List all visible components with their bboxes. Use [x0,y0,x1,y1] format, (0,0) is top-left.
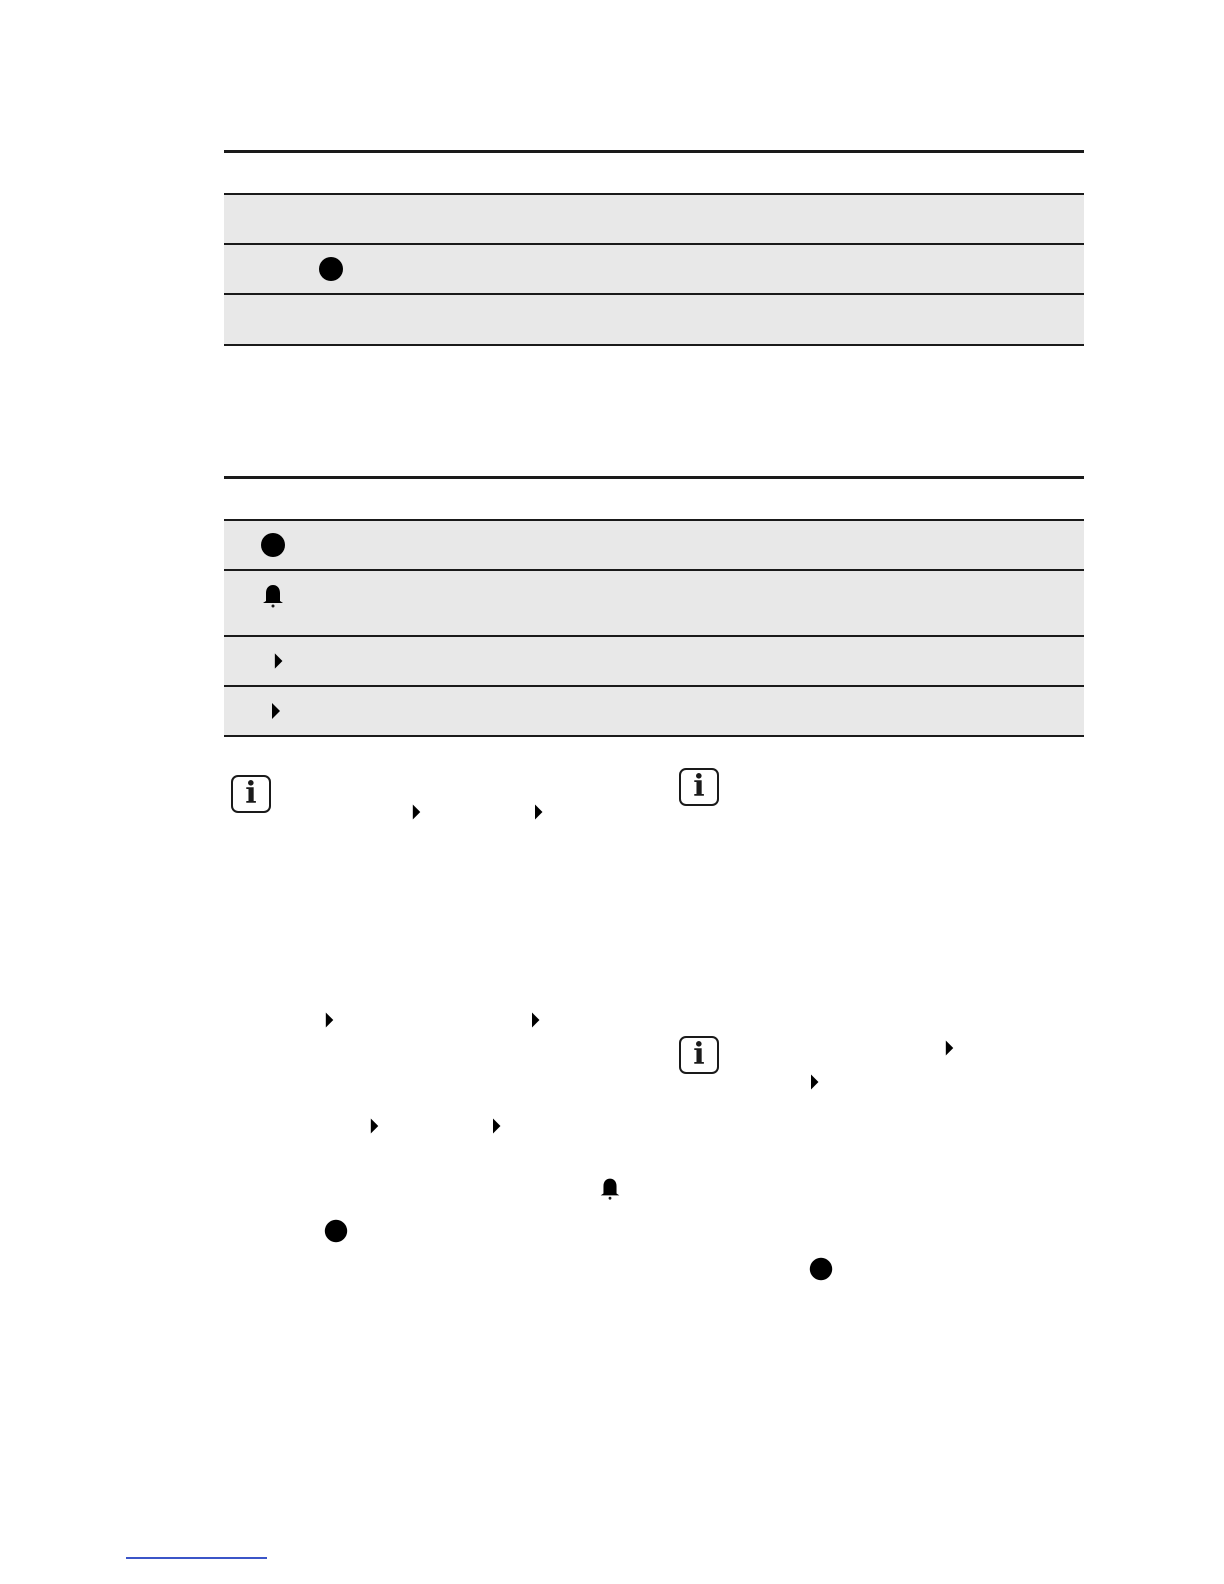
bell-icon [596,1172,624,1202]
end-time-arrow-icon [518,798,552,826]
info-icon: i [679,768,719,806]
table-row [224,295,1084,346]
table-header [224,150,1084,195]
table-row [224,521,1084,571]
end-time-arrow-icon [515,1006,549,1034]
clock-functions-table [224,476,1084,737]
clock-dial-icon [322,1217,350,1245]
clock-dial-icon [807,1255,835,1283]
minus-icon [316,204,346,234]
duration-arrow-icon [304,1006,342,1034]
plus-icon [322,1299,352,1329]
buttons-table [224,150,1084,346]
bell-icon [258,579,288,609]
table-row [224,637,1084,687]
end-time-arrow-icon [255,696,289,726]
duration-arrow-icon [253,646,291,676]
time-of-day-clock-icon [258,530,288,560]
duration-arrow-icon [391,798,429,826]
duration-arrow-icon [924,1034,962,1062]
end-time-arrow-icon [476,1112,510,1140]
table-row [224,195,1084,245]
plus-icon [316,304,346,334]
table-row [224,571,1084,637]
info-icon: i [679,1036,719,1074]
footer-link-underline[interactable] [126,1557,267,1559]
clock-dial-icon [316,254,346,284]
table-header [224,476,1084,521]
duration-arrow-icon [349,1112,387,1140]
table-row [224,245,1084,295]
minus-icon [380,1299,410,1329]
table-row [224,687,1084,737]
info-icon: i [231,775,271,813]
minus-icon [861,1312,889,1342]
end-time-arrow-icon [794,1068,828,1096]
